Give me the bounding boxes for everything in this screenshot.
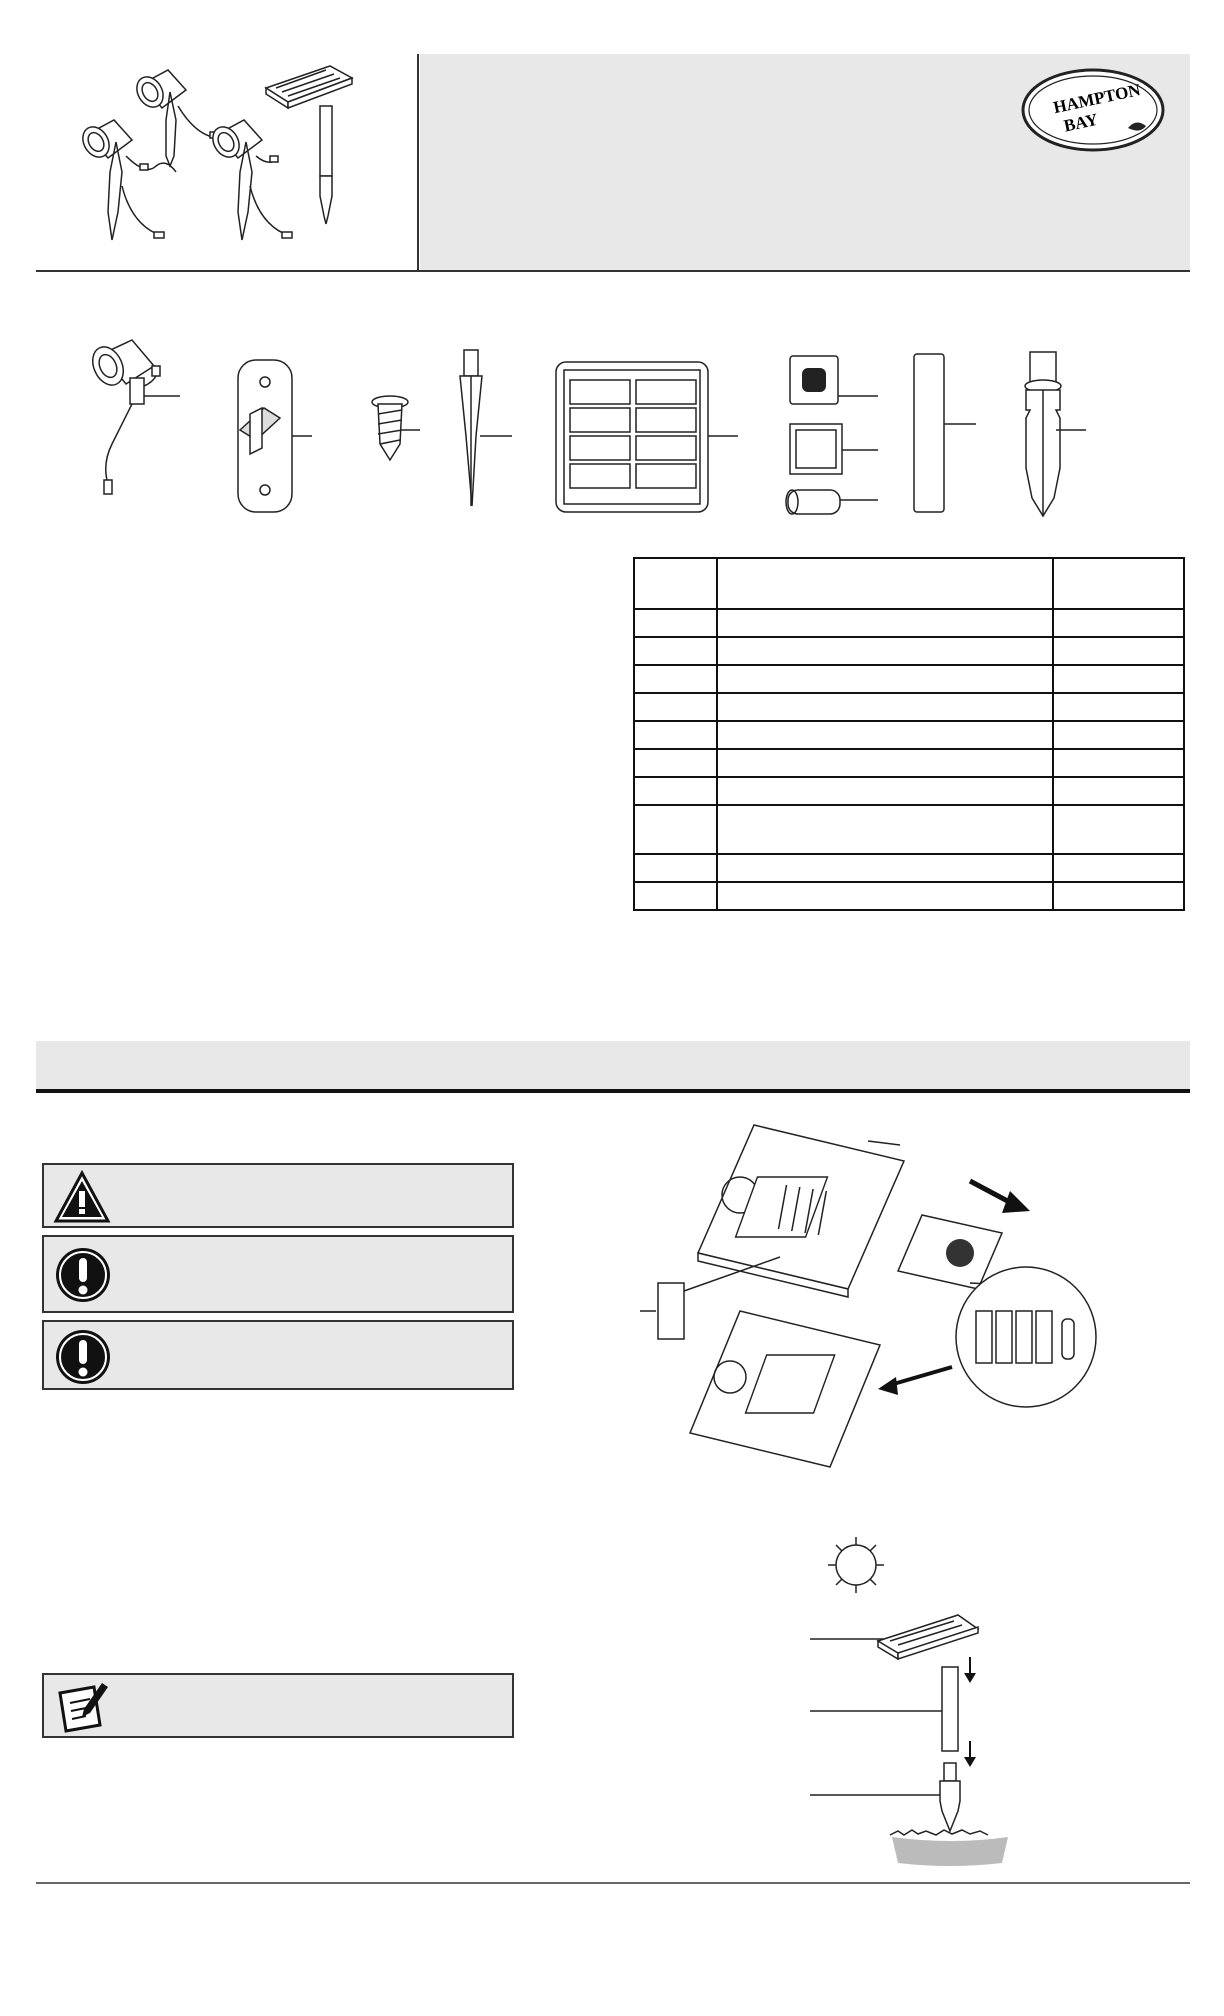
exclamation-circle-icon xyxy=(54,1328,112,1386)
part-screw xyxy=(372,396,420,460)
table-row xyxy=(634,721,1184,749)
battery-detail-magnifier xyxy=(956,1267,1096,1407)
table-cell xyxy=(634,609,717,637)
table-row xyxy=(634,882,1184,910)
table-cell xyxy=(717,882,1053,910)
header-part xyxy=(634,558,717,609)
solar-panel-head xyxy=(878,1615,978,1659)
table-row xyxy=(634,749,1184,777)
warning-callout xyxy=(42,1163,514,1228)
table-cell xyxy=(717,854,1053,882)
table-cell xyxy=(717,609,1053,637)
logo-text-line1: HAMPTON xyxy=(1051,80,1143,118)
table-row xyxy=(634,665,1184,693)
part-spotlight xyxy=(87,340,180,494)
table-cell xyxy=(1053,665,1184,693)
table-cell xyxy=(634,882,717,910)
ground-stake xyxy=(940,1763,960,1831)
table-cell xyxy=(717,805,1053,854)
extension-tube xyxy=(942,1667,958,1751)
table-cell xyxy=(634,854,717,882)
important-callout-2 xyxy=(42,1320,514,1390)
solar-panel-back-top xyxy=(698,1125,904,1297)
exclamation-circle-icon xyxy=(54,1246,112,1304)
section-header-bar xyxy=(36,1041,1190,1089)
part-stake-with-collar xyxy=(1025,352,1086,516)
battery-installation-diagram xyxy=(670,1115,1130,1485)
note-callout xyxy=(42,1673,514,1738)
table-cell xyxy=(634,777,717,805)
table-row xyxy=(634,693,1184,721)
part-rechargeable-battery xyxy=(786,490,878,514)
table-cell xyxy=(634,749,717,777)
parts-illustrations-row xyxy=(90,340,1120,530)
table-row xyxy=(634,854,1184,882)
product-overview-illustration xyxy=(70,56,410,266)
ground-soil xyxy=(890,1830,1008,1866)
header-divider xyxy=(417,54,419,272)
table-cell xyxy=(717,665,1053,693)
table-row xyxy=(634,805,1184,854)
header-quantity xyxy=(1053,558,1184,609)
table-cell xyxy=(1053,721,1184,749)
table-row xyxy=(634,637,1184,665)
stake-assembly-diagram xyxy=(800,1535,1020,1865)
notepad-pencil-icon xyxy=(54,1679,110,1735)
table-cell xyxy=(1053,777,1184,805)
sun-icon xyxy=(828,1537,884,1593)
table-cell xyxy=(1053,609,1184,637)
table-cell xyxy=(634,693,717,721)
table-cell xyxy=(717,777,1053,805)
warning-triangle-icon xyxy=(54,1171,110,1223)
part-extension-tube xyxy=(914,354,976,512)
table-cell xyxy=(1053,637,1184,665)
important-callout xyxy=(42,1235,514,1313)
footer-rule xyxy=(36,1882,1190,1884)
table-row xyxy=(634,777,1184,805)
logo-text-line2: BAY xyxy=(1062,109,1100,136)
solar-panel-stake-illustration xyxy=(266,66,352,224)
table-cell xyxy=(634,721,717,749)
header-rule xyxy=(36,270,1190,272)
table-cell xyxy=(1053,882,1184,910)
header-description xyxy=(717,558,1053,609)
part-ground-stake xyxy=(460,350,512,506)
parts-list-table xyxy=(633,557,1185,911)
part-battery-plate xyxy=(790,424,878,474)
table-cell xyxy=(634,665,717,693)
table-cell xyxy=(634,805,717,854)
hampton-bay-logo xyxy=(1020,66,1166,154)
table-cell xyxy=(1053,854,1184,882)
table-cell xyxy=(717,721,1053,749)
spotlight-illustration xyxy=(132,70,220,166)
table-cell xyxy=(634,637,717,665)
table-header-row xyxy=(634,558,1184,609)
solar-panel-back-bottom xyxy=(690,1311,880,1467)
table-row xyxy=(634,609,1184,637)
part-solar-panel xyxy=(556,362,738,512)
part-mounting-bracket xyxy=(238,360,312,512)
part-battery-cover xyxy=(790,356,878,404)
table-cell xyxy=(717,637,1053,665)
section-rule xyxy=(36,1089,1190,1093)
table-cell xyxy=(717,693,1053,721)
table-cell xyxy=(1053,749,1184,777)
table-cell xyxy=(1053,805,1184,854)
table-cell xyxy=(1053,693,1184,721)
table-cell xyxy=(717,749,1053,777)
